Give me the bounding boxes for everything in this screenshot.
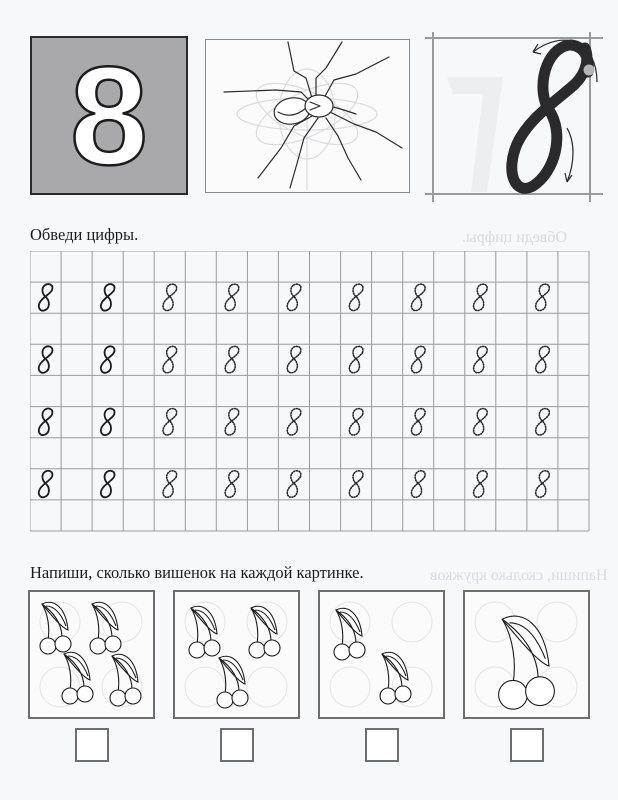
cherry-picture-3 bbox=[318, 590, 445, 719]
cherries-icon bbox=[175, 592, 298, 717]
handwritten-eight-stroke bbox=[512, 45, 589, 188]
cherry-picture-4 bbox=[463, 590, 590, 719]
answer-box-3[interactable] bbox=[365, 728, 399, 762]
spider-icon bbox=[206, 40, 409, 192]
answer-box-4[interactable] bbox=[510, 728, 544, 762]
answer-box-1[interactable] bbox=[75, 728, 109, 762]
cherries-icon bbox=[320, 592, 443, 717]
bleed-through-text: Обведи цифры. bbox=[462, 229, 567, 246]
big-digit-eight: 8 bbox=[70, 36, 148, 194]
digit-card bbox=[30, 36, 188, 195]
tracing-grid[interactable] bbox=[30, 251, 589, 531]
cherries-icon bbox=[465, 592, 588, 717]
spider-picture bbox=[205, 39, 410, 193]
trace-instruction: Обведи цифры. bbox=[30, 225, 139, 244]
writing-guide bbox=[425, 32, 603, 202]
answer-box-2[interactable] bbox=[220, 728, 254, 762]
start-dot bbox=[584, 65, 595, 76]
cherry-picture-2 bbox=[173, 590, 300, 719]
count-instruction: Напиши, сколько вишенок на каждой картинке. bbox=[30, 563, 364, 582]
cherry-picture-1 bbox=[28, 590, 155, 719]
bleed-through-text-2: Напиши, сколько кружков bbox=[430, 567, 608, 584]
cherries-icon bbox=[30, 592, 153, 717]
